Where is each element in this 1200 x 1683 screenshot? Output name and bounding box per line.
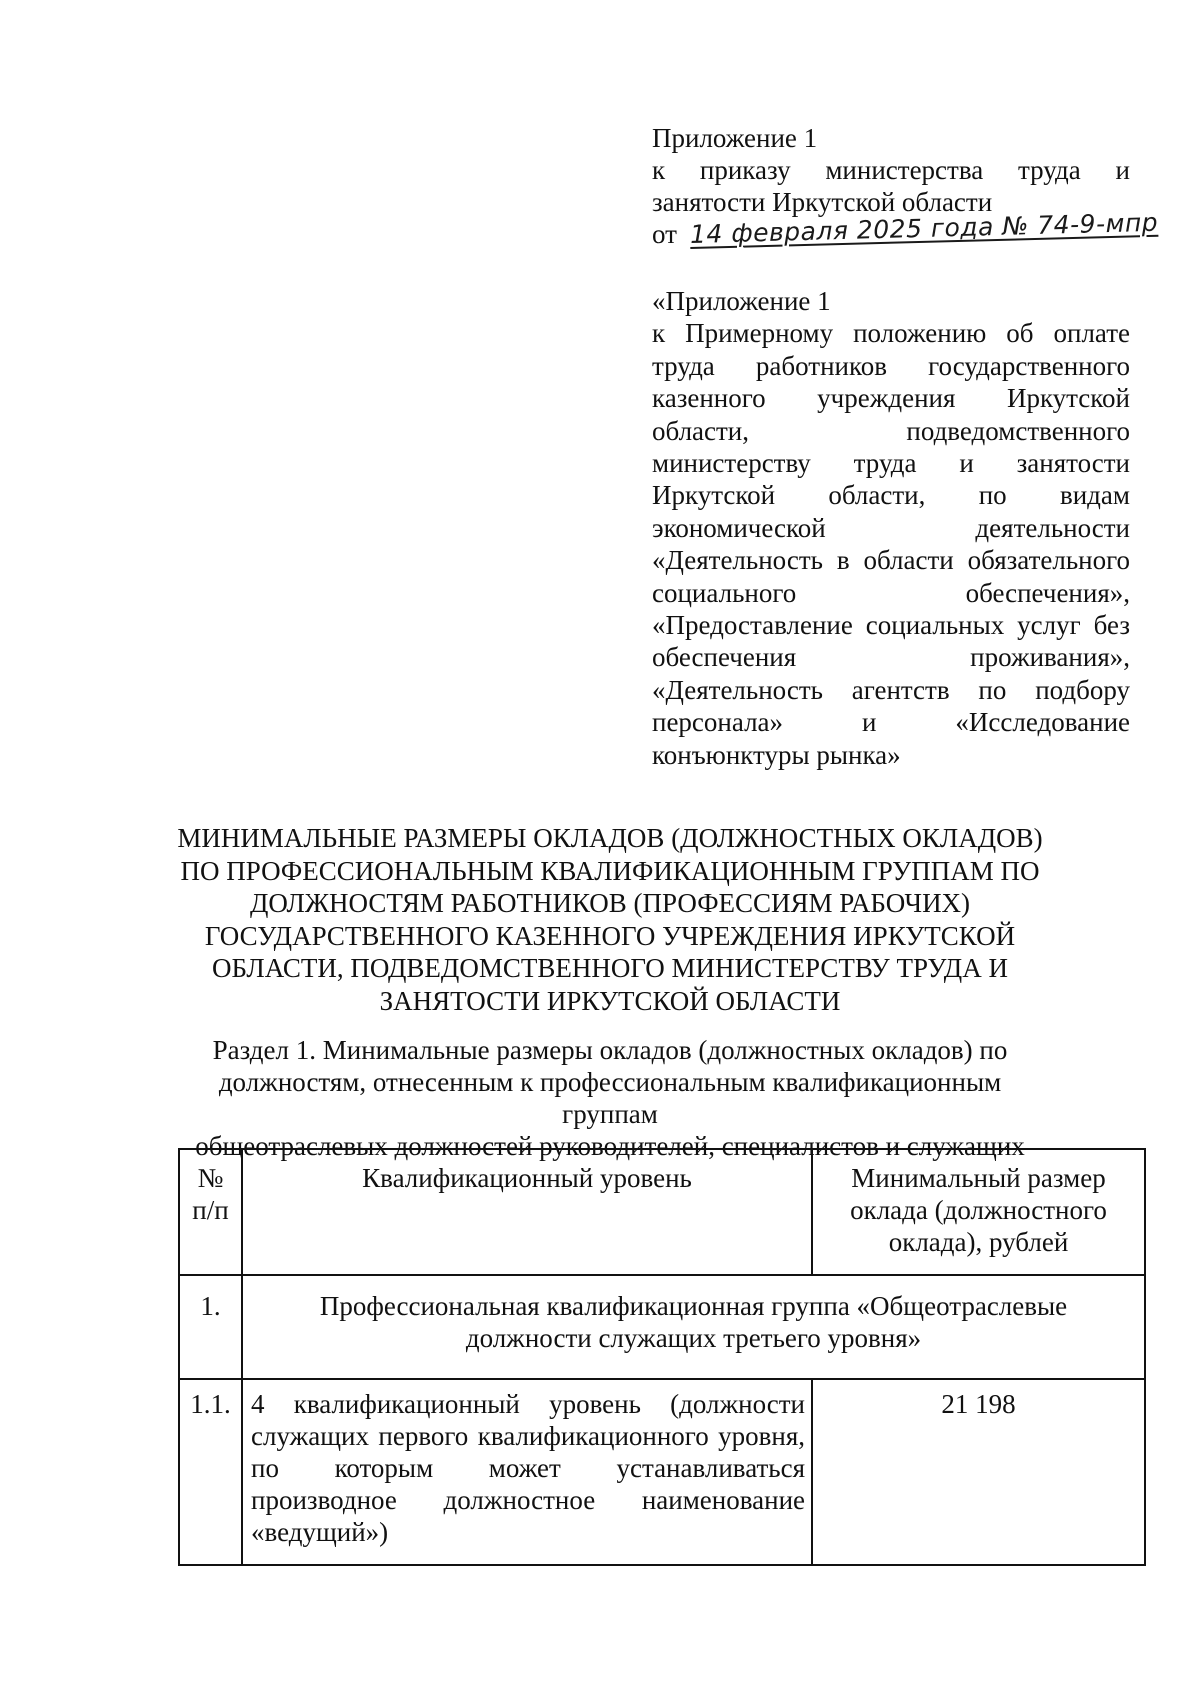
title-line: ГОСУДАРСТВЕННОГО КАЗЕННОГО УЧРЕЖДЕНИЯ ИРКУТСКОЙ: [204, 920, 1016, 951]
document-title: [160, 822, 1060, 1017]
title-line: МИНИМАЛЬНЫЕ РАЗМЕРЫ ОКЛАДОВ (ДОЛЖНОСТНЫХ ОКЛАДОВ): [177, 823, 1043, 853]
table-row: [179, 1379, 1145, 1565]
title-line: ОБЛАСТИ, ПОДВЕДОМСТВЕННОГО МИНИСТЕРСТВУ ТРУДА И: [212, 953, 1008, 983]
section-line: должностям, отнесенным к профессиональным квалификационным группам: [218, 1067, 1002, 1129]
appendix-order-ref: к приказу министерства труда и: [652, 155, 1130, 185]
appendix-to-regulation: [652, 285, 1130, 771]
row-number: 1.1.: [179, 1379, 242, 1565]
header-number-symbol: №: [197, 1163, 224, 1193]
row-number: 1.: [179, 1275, 242, 1379]
table-header-row: [179, 1149, 1145, 1275]
header-level: Квалификационный уровень: [242, 1149, 812, 1275]
title-line: ПО ПРОФЕССИОНАЛЬНЫМ КВАЛИФИКАЦИОННЫМ ГРУППАМ ПО: [180, 855, 1040, 886]
section-title: [170, 1034, 1050, 1162]
appendix-title: Приложение 1: [652, 123, 818, 153]
appendix-header: [652, 122, 1159, 251]
professional-group: Профессиональная квалификационная группа «Общеотраслевые должности служащих третьего уровня»: [242, 1275, 1145, 1379]
appendix-to-regulation-title: «Приложение 1: [652, 286, 831, 316]
from-label: от: [652, 219, 677, 249]
qualification-level: 4 квалификационный уровень (должности служащих первого квалификационного уровня, по которым может устанавливаться производное должностное наименование «ведущий»): [242, 1379, 812, 1565]
minimum-salary: 21 198: [812, 1379, 1145, 1565]
handwritten-date-number: 14 февраля 2025 года № 74-9-мпр: [689, 207, 1159, 249]
appendix-to-regulation-text: к Примерному положению об оплате труда работников государственного казенного учреждения Иркутской области, подведомственного министерству труда и занятости Иркутской области, по видам экономической деятельности «Деятельность в области обязательного социального обеспечения», «Предоставление социальных услуг без обеспечения проживания», «Деятельность агентств по подбору персонала» и «Исследование конъюнктуры рынка»: [652, 318, 1130, 770]
salary-table: [178, 1148, 1146, 1566]
appendix-ministry: занятости Иркутской области: [652, 187, 993, 217]
title-line: ЗАНЯТОСТИ ИРКУТСКОЙ ОБЛАСТИ: [379, 985, 841, 1016]
appendix-order-date-line: [652, 207, 1159, 251]
header-salary: Минимальный размер оклада (должностного оклада), рублей: [812, 1149, 1145, 1275]
header-number-pp: п/п: [192, 1195, 229, 1225]
section-line: Раздел 1. Минимальные размеры окладов (должностных окладов) по: [212, 1035, 1008, 1065]
title-line: ДОЛЖНОСТЯМ РАБОТНИКОВ (ПРОФЕССИЯМ РАБОЧИХ): [249, 888, 971, 918]
section-line: общеотраслевых должностей руководителей, специалистов и служащих: [195, 1131, 1025, 1161]
header-number: [179, 1149, 242, 1275]
table-row: [179, 1275, 1145, 1379]
